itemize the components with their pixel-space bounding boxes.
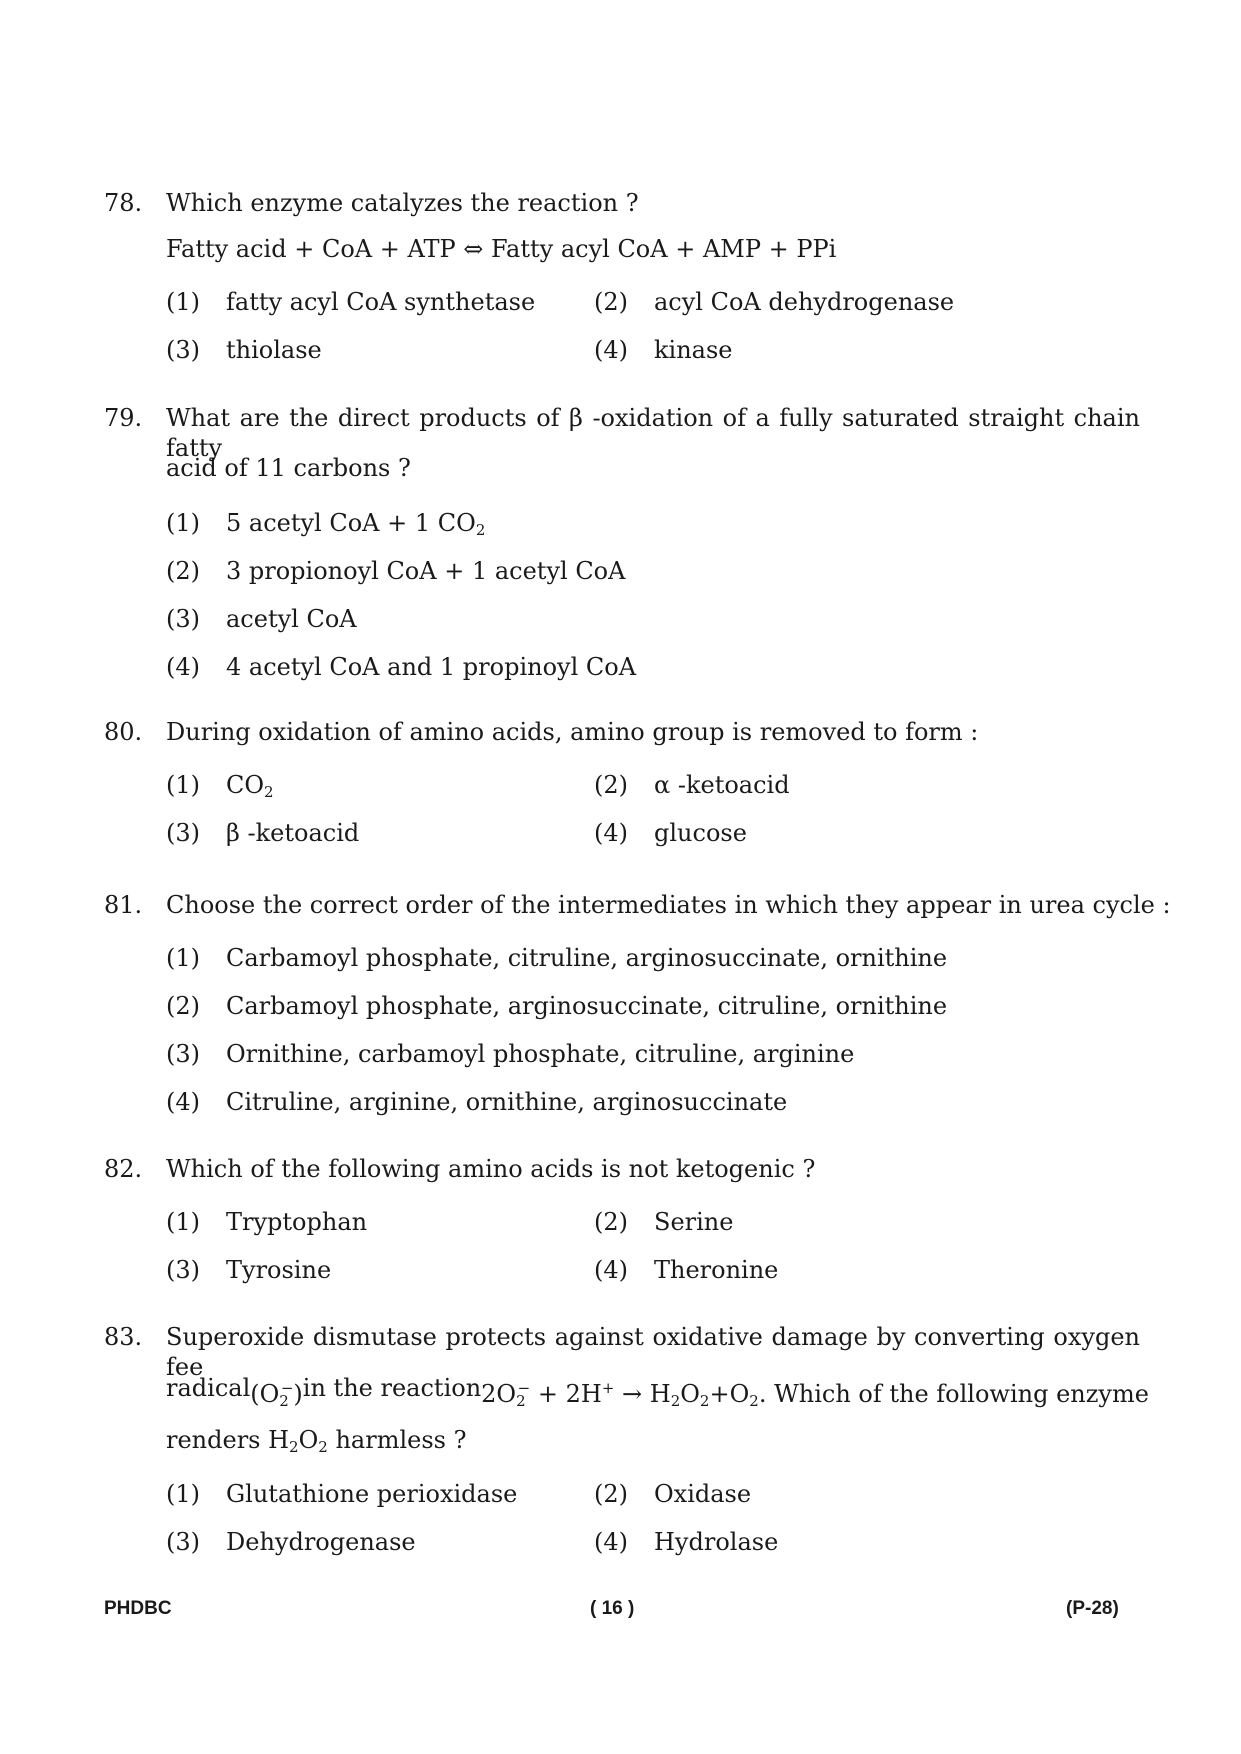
option-number: (2) (594, 771, 628, 799)
option-text: Glutathione perioxidase (226, 1480, 518, 1508)
option-number: (4) (594, 1528, 628, 1556)
option-number: (1) (166, 509, 200, 537)
question-text: During oxidation of amino acids, amino group is removed to form : (166, 718, 979, 746)
option-number: (3) (166, 1256, 200, 1284)
option-text: Tryptophan (226, 1208, 368, 1236)
question-number: 80. (104, 718, 143, 746)
option-text: $CO_2$ (226, 771, 274, 801)
footer-paper-code: PHDBC (104, 1598, 172, 1619)
option-number: (2) (594, 1480, 628, 1508)
option-number: (4) (594, 819, 628, 847)
option-text: β -ketoacid (226, 819, 360, 847)
reaction-equation: Fatty acid + CoA + ATP ⇔ Fatty acyl CoA + AMP + PPi (166, 235, 837, 263)
option-number: (4) (166, 653, 200, 681)
option-text: Tyrosine (226, 1256, 332, 1284)
option-number: (3) (166, 1040, 200, 1068)
question-number: 78. (104, 189, 143, 217)
question-number: 81. (104, 891, 143, 919)
option-text: Serine (654, 1208, 734, 1236)
option-number: (4) (166, 1088, 200, 1116)
option-text: thiolase (226, 336, 322, 364)
option-text: Hydrolase (654, 1528, 779, 1556)
footer-page-number: ( 16 ) (590, 1598, 635, 1619)
question-text-line-1: What are the direct products of β -oxidation of a fully saturated straight chain fatty (166, 404, 1140, 462)
question-text-line-3: renders $H_2O_2$ harmless ? (166, 1426, 467, 1456)
option-number: (4) (594, 336, 628, 364)
option-number: (3) (166, 605, 200, 633)
option-number: (3) (166, 819, 200, 847)
option-number: (1) (166, 1208, 200, 1236)
question-number: 83. (104, 1323, 143, 1351)
option-text: Dehydrogenase (226, 1528, 416, 1556)
option-number: (4) (594, 1256, 628, 1284)
superoxide-formula: $(O_2^-)$ (250, 1379, 303, 1410)
reaction-equation: $2O_2^- + 2H^+ \to H_2O_2+O_2$. Which of the following enzyme (481, 1379, 1149, 1410)
option-text: Carbamoyl phosphate, arginosuccinate, citruline, ornithine (226, 992, 948, 1020)
option-text: Citruline, arginine, ornithine, arginosuccinate (226, 1088, 788, 1116)
option-text: Theronine (654, 1256, 779, 1284)
option-number: (1) (166, 1480, 200, 1508)
question-text-line-2 (166, 1373, 1149, 1416)
option-text: glucose (654, 819, 747, 847)
option-text: fatty acyl CoA synthetase (226, 288, 536, 316)
option-text: Carbamoyl phosphate, citruline, arginosuccinate, ornithine (226, 944, 948, 972)
question-text: Which of the following amino acids is not ketogenic ? (166, 1155, 816, 1183)
question-text: Choose the correct order of the intermediates in which they appear in urea cycle : (166, 891, 1171, 919)
radical-word: radical (166, 1374, 251, 1402)
option-text: Ornithine, carbamoyl phosphate, citruline, arginine (226, 1040, 855, 1068)
option-text: Oxidase (654, 1480, 752, 1508)
question-text: Which enzyme catalyzes the reaction ? (166, 189, 639, 217)
option-number: (2) (594, 288, 628, 316)
option-text: α -ketoacid (654, 771, 790, 799)
footer-series-code: (P-28) (1066, 1598, 1119, 1619)
option-number: (2) (594, 1208, 628, 1236)
option-text: kinase (654, 336, 733, 364)
option-number: (3) (166, 1528, 200, 1556)
option-number: (3) (166, 336, 200, 364)
question-text-line-2: acid of 11 carbons ? (166, 454, 411, 482)
question-number: 82. (104, 1155, 143, 1183)
option-number: (1) (166, 771, 200, 799)
option-number: (1) (166, 288, 200, 316)
option-number: (2) (166, 557, 200, 585)
option-text: 4 acetyl CoA and 1 propinoyl CoA (226, 653, 637, 681)
question-text-line-1: Superoxide dismutase protects against oxidative damage by converting oxygen fee (166, 1323, 1140, 1381)
option-number: (2) (166, 992, 200, 1020)
question-number: 79. (104, 404, 143, 432)
option-number: (1) (166, 944, 200, 972)
option-text: acyl CoA dehydrogenase (654, 288, 955, 316)
option-text: acetyl CoA (226, 605, 357, 633)
option-text: 3 propionoyl CoA + 1 acetyl CoA (226, 557, 626, 585)
in-the-reaction: in the reaction (302, 1374, 482, 1402)
option-text: 5 acetyl CoA + 1 $CO_2$ (226, 509, 486, 539)
